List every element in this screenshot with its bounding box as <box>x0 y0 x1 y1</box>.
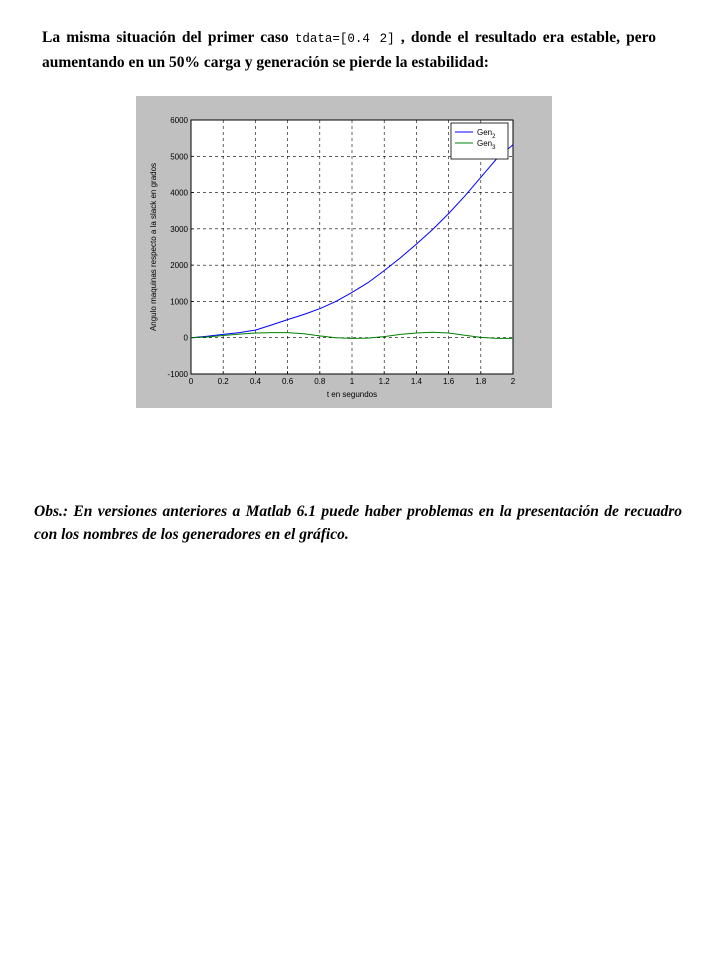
x-tick-label: 1.2 <box>378 377 390 386</box>
x-axis-label: t en segundos <box>326 390 378 399</box>
x-tick-label: 0.6 <box>282 377 294 386</box>
line-chart <box>136 96 552 408</box>
x-tick-label: 0.4 <box>249 377 261 386</box>
y-tick-label: -1000 <box>167 370 188 379</box>
intro-paragraph <box>42 26 656 74</box>
y-tick-label: 0 <box>183 333 188 343</box>
y-tick-label: 2000 <box>170 261 188 271</box>
y-tick-label: 3000 <box>170 224 188 234</box>
legend <box>451 123 508 159</box>
y-tick-label: 6000 <box>170 116 188 125</box>
y-tick-label: 4000 <box>170 188 188 198</box>
intro-text-before: La misma situación del primer caso <box>42 29 289 46</box>
x-tick-label: 1 <box>349 377 355 386</box>
x-tick-label: 0.2 <box>217 377 229 386</box>
matlab-figure <box>136 96 552 408</box>
x-tick-label: 1.4 <box>410 377 422 386</box>
x-tick-label: 2 <box>510 377 516 386</box>
y-tick-label: 1000 <box>170 297 188 307</box>
x-tick-label: 1.8 <box>475 377 487 386</box>
legend-label-gen3: Gen$_3$ <box>477 139 496 151</box>
x-tick-label: 0 <box>188 377 194 386</box>
legend-label-gen2: Gen$_2$ <box>477 128 496 140</box>
y-axis-label: Angulo maquinas respecto a la slack en grados <box>149 162 158 332</box>
intro-text-after: , donde el resultado era estable, pero aumentando en un 50% carga y generación se pierde la estabilidad: <box>42 29 656 71</box>
y-tick-label: 5000 <box>170 152 188 162</box>
intro-code: tdata=[0.4 2] <box>294 32 395 46</box>
x-tick-label: 1.6 <box>443 377 455 386</box>
x-tick-label: 0.8 <box>314 377 326 386</box>
observation-note: Obs.: En versiones anteriores a Matlab 6.1 puede haber problemas en la presentación de recuadro con los nombres de los generadores en el gráfico. <box>34 503 682 543</box>
